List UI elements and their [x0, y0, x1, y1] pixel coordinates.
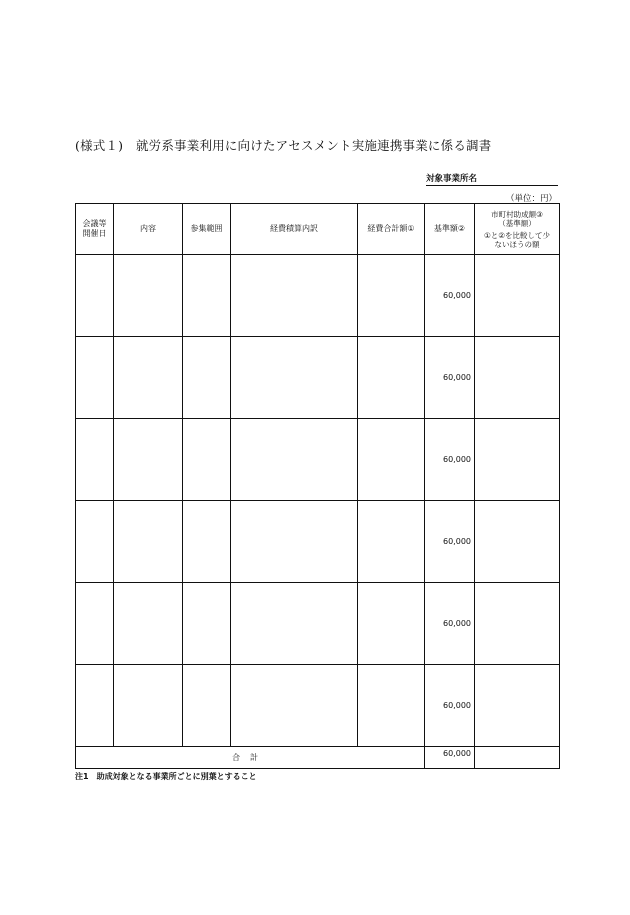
header-content: 内容 — [114, 204, 183, 255]
cell-base-amount: 60,000 — [425, 501, 475, 583]
cell-date[interactable] — [76, 255, 114, 337]
cell-base-amount: 60,000 — [425, 583, 475, 665]
table-row — [76, 583, 560, 665]
cell-participants[interactable] — [183, 255, 231, 337]
cell-cost-breakdown[interactable] — [231, 337, 358, 419]
cell-subsidy-amount[interactable] — [475, 501, 560, 583]
cell-cost-breakdown[interactable] — [231, 501, 358, 583]
cell-base-amount: 60,000 — [425, 419, 475, 501]
cell-content[interactable] — [114, 255, 183, 337]
header-participants: 参集範囲 — [183, 204, 231, 255]
survey-table — [75, 203, 560, 769]
cell-base-amount: 60,000 — [425, 255, 475, 337]
cell-content[interactable] — [114, 419, 183, 501]
cell-participants[interactable] — [183, 419, 231, 501]
cell-content[interactable] — [114, 583, 183, 665]
subsidy-header-title: 市町村助成額③ （基準額） — [491, 209, 543, 228]
cell-content[interactable] — [114, 501, 183, 583]
cell-subsidy-amount[interactable] — [475, 583, 560, 665]
cell-participants[interactable] — [183, 337, 231, 419]
table-row — [76, 255, 560, 337]
cell-date[interactable] — [76, 419, 114, 501]
cell-participants[interactable] — [183, 583, 231, 665]
table-row — [76, 419, 560, 501]
cell-cost-total[interactable] — [358, 665, 425, 747]
cell-cost-breakdown[interactable] — [231, 583, 358, 665]
cell-cost-total[interactable] — [358, 419, 425, 501]
document-title: (様式１) 就労系事業利用に向けたアセスメント実施連携事業に係る調書 — [75, 138, 492, 153]
cell-cost-total[interactable] — [358, 583, 425, 665]
subsidy-header-note: ①と②を比較して少 ないほうの額 — [484, 230, 550, 249]
cell-cost-total[interactable] — [358, 255, 425, 337]
cell-participants[interactable] — [183, 501, 231, 583]
cell-cost-breakdown[interactable] — [231, 419, 358, 501]
cell-subsidy-amount[interactable] — [475, 419, 560, 501]
cell-date[interactable] — [76, 501, 114, 583]
table-row — [76, 665, 560, 747]
office-name-label: 対象事業所名 — [426, 172, 558, 186]
total-row — [76, 747, 560, 769]
cell-participants[interactable] — [183, 665, 231, 747]
footnote: 注1 助成対象となる事業所ごとに別葉とすること — [75, 772, 257, 781]
total-base-amount: 60,000 — [425, 747, 475, 769]
cell-cost-breakdown[interactable] — [231, 665, 358, 747]
header-date: 会議等 開催日 — [76, 204, 114, 255]
header-subsidy-amount — [475, 204, 560, 255]
cell-base-amount: 60,000 — [425, 665, 475, 747]
unit-label: （単位：円） — [506, 194, 558, 204]
cell-cost-total[interactable] — [358, 501, 425, 583]
cell-date[interactable] — [76, 665, 114, 747]
total-subsidy-amount[interactable] — [475, 747, 560, 769]
cell-cost-total[interactable] — [358, 337, 425, 419]
cell-date[interactable] — [76, 337, 114, 419]
cell-base-amount: 60,000 — [425, 337, 475, 419]
cell-cost-breakdown[interactable] — [231, 255, 358, 337]
cell-date[interactable] — [76, 583, 114, 665]
cell-content[interactable] — [114, 337, 183, 419]
cell-subsidy-amount[interactable] — [475, 665, 560, 747]
header-base-amount: 基準額② — [425, 204, 475, 255]
cell-subsidy-amount[interactable] — [475, 255, 560, 337]
header-row — [76, 204, 560, 255]
cell-content[interactable] — [114, 665, 183, 747]
header-cost-total: 経費合計額① — [358, 204, 425, 255]
cell-subsidy-amount[interactable] — [475, 337, 560, 419]
table-row — [76, 501, 560, 583]
table-row — [76, 337, 560, 419]
header-cost-breakdown: 経費積算内訳 — [231, 204, 358, 255]
total-label: 合計 — [76, 747, 425, 769]
